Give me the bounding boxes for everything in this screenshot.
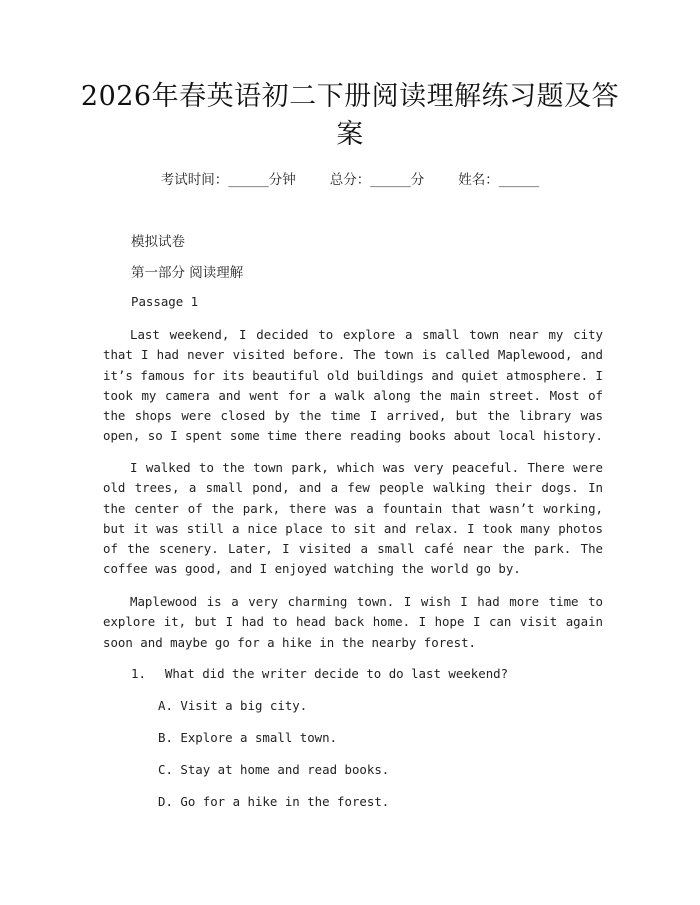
paragraph-2-text: I walked to the town park, which was very peaceful. There were old trees, a small pond, and a few people walking their dogs. In the center of the park, there was a fountain that wasn’t working, but it was still a nice place to sit and relax. I took many photos of the scenery. Later, I visited a small café near the park. The coffee was good, and I enjoyed watching the world go by. — [103, 460, 603, 577]
document-title — [60, 78, 640, 154]
paragraph-3 — [103, 592, 603, 653]
option-d: D. Go for a hike in the forest. — [158, 794, 390, 809]
question-1 — [131, 666, 508, 681]
student-name-field: 姓名：______ — [458, 172, 540, 188]
section-label: 模拟试卷 — [131, 234, 185, 250]
part-label: 第一部分 阅读理解 — [131, 265, 244, 281]
question-text: What did the writer decide to do last weekend? — [164, 666, 509, 681]
total-score-field: 总分：______分 — [329, 172, 425, 188]
document-title-line-1: 2026年春英语初二下册阅读理解练习题及答 — [80, 81, 620, 112]
option-b: B. Explore a small town. — [158, 730, 338, 745]
question-number: 1. — [131, 666, 146, 681]
passage-label: Passage 1 — [131, 294, 199, 309]
exam-time-field: 考试时间：______分钟 — [160, 172, 296, 188]
option-c: C. Stay at home and read books. — [158, 762, 390, 777]
exam-info-row — [0, 168, 700, 188]
option-a: A. Visit a big city. — [158, 698, 308, 713]
document-title-line-2: 案 — [336, 119, 364, 150]
paragraph-2 — [103, 458, 603, 580]
paragraph-1 — [103, 325, 603, 447]
paragraph-1-text: Last weekend, I decided to explore a small town near my city that I had never visited before. The town is called Maplewood, and it’s famous for its beautiful old buildings and quiet atmosphere. I took my camera and went for a walk along the main street. Most of the shops were closed by the time I arrived, but the library was open, so I spent some time there reading books about local history. — [103, 327, 603, 444]
paragraph-3-text: Maplewood is a very charming town. I wish I had more time to explore it, but I had to head back home. I hope I can visit again soon and maybe go for a hike in the nearby forest. — [103, 594, 603, 650]
